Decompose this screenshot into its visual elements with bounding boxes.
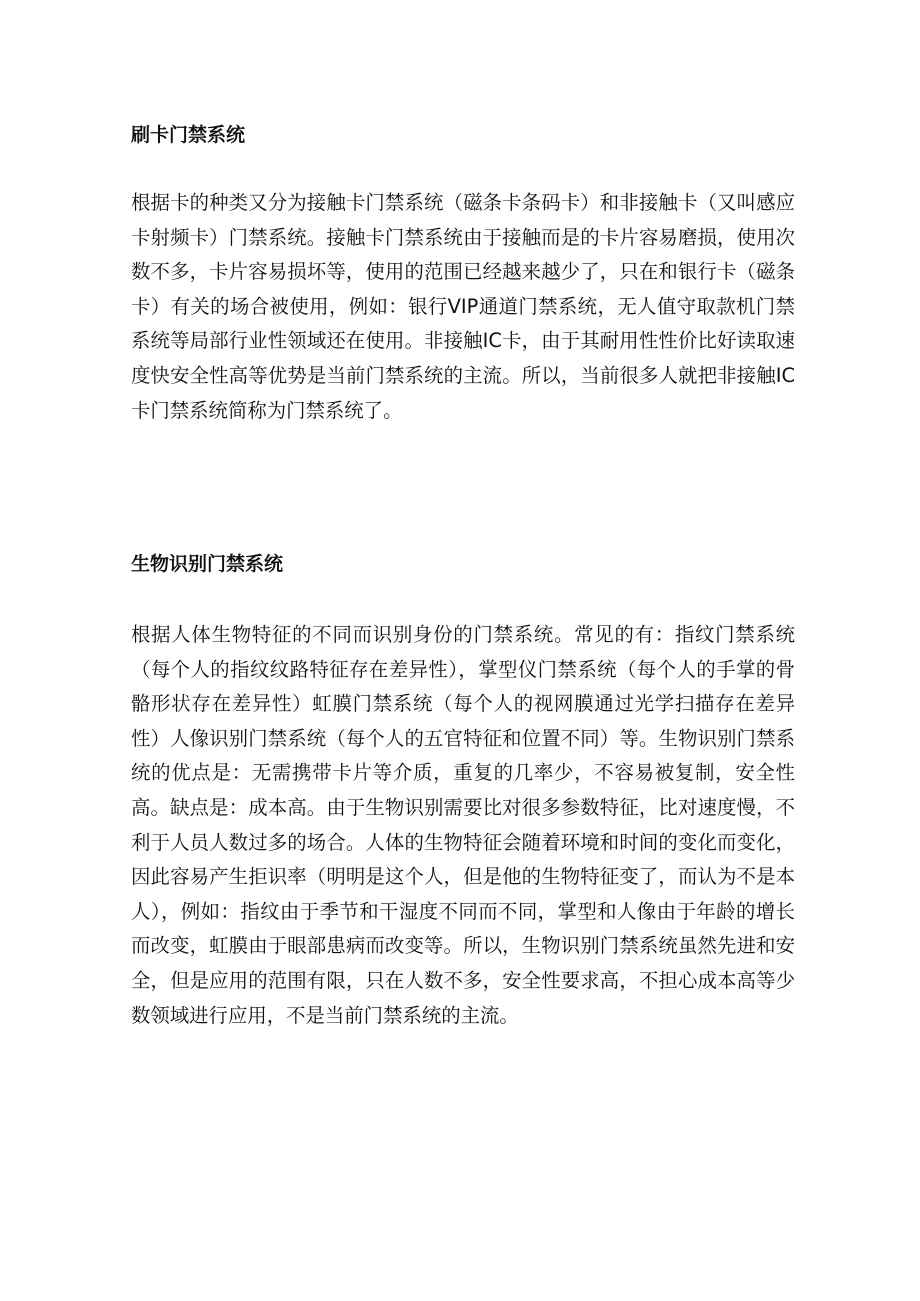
section-heading-card-access: 刷卡门禁系统 [131, 124, 246, 146]
section-body-biometric-access: 根据人体生物特征的不同而识别身份的门禁系统。常见的有：指纹门禁系统（每个人的指纹纹路特征存在差异性），掌型仪门禁系统（每个人的手掌的骨骼形状存在差异性）虹膜门禁系统（每个人的视网膜通过光学扫描存在差异性）人像识别门禁系统（每个人的五官特征和位置不同）等。生物识别门禁系统的优点是：无需携带卡片等介质，重复的几率少，不容易被复制，安全性高。缺点是：成本高。由于生物识别需要比对很多参数特征，比对速度慢，不利于人员人数过多的场合。人体的生物特征会随着环境和时间的变化而变化，因此容易产生拒识率（明明是这个人，但是他的生物特征变了，而认为不是本人），例如：指纹由于季节和干湿度不同而不同，掌型和人像由于年龄的增长而改变，虹膜由于眼部患病而改变等。所以，生物识别门禁系统虽然先进和安全，但是应用的范围有限，只在人数不多，安全性要求高，不担心成本高等少数领域进行应用，不是当前门禁系统的主流。 [131, 623, 795, 1027]
section-heading-biometric-access: 生物识别门禁系统 [131, 553, 284, 575]
section-body-card-access: 根据卡的种类又分为接触卡门禁系统（磁条卡条码卡）和非接触卡（又叫感应卡射频卡）门禁系统。接触卡门禁系统由于接触而是的卡片容易磨损，使用次数不多，卡片容易损坏等，使用的范围已经越来越少了，只在和银行卡（磁条卡）有关的场合被使用，例如：银行VIP通道门禁系统，无人值守取款机门禁系统等局部行业性领域还在使用。非接触IC卡，由于其耐用性性价比好读取速度快安全性高等优势是当前门禁系统的主流。所以，当前很多人就把非接触IC卡门禁系统简称为门禁系统了。 [131, 191, 795, 422]
